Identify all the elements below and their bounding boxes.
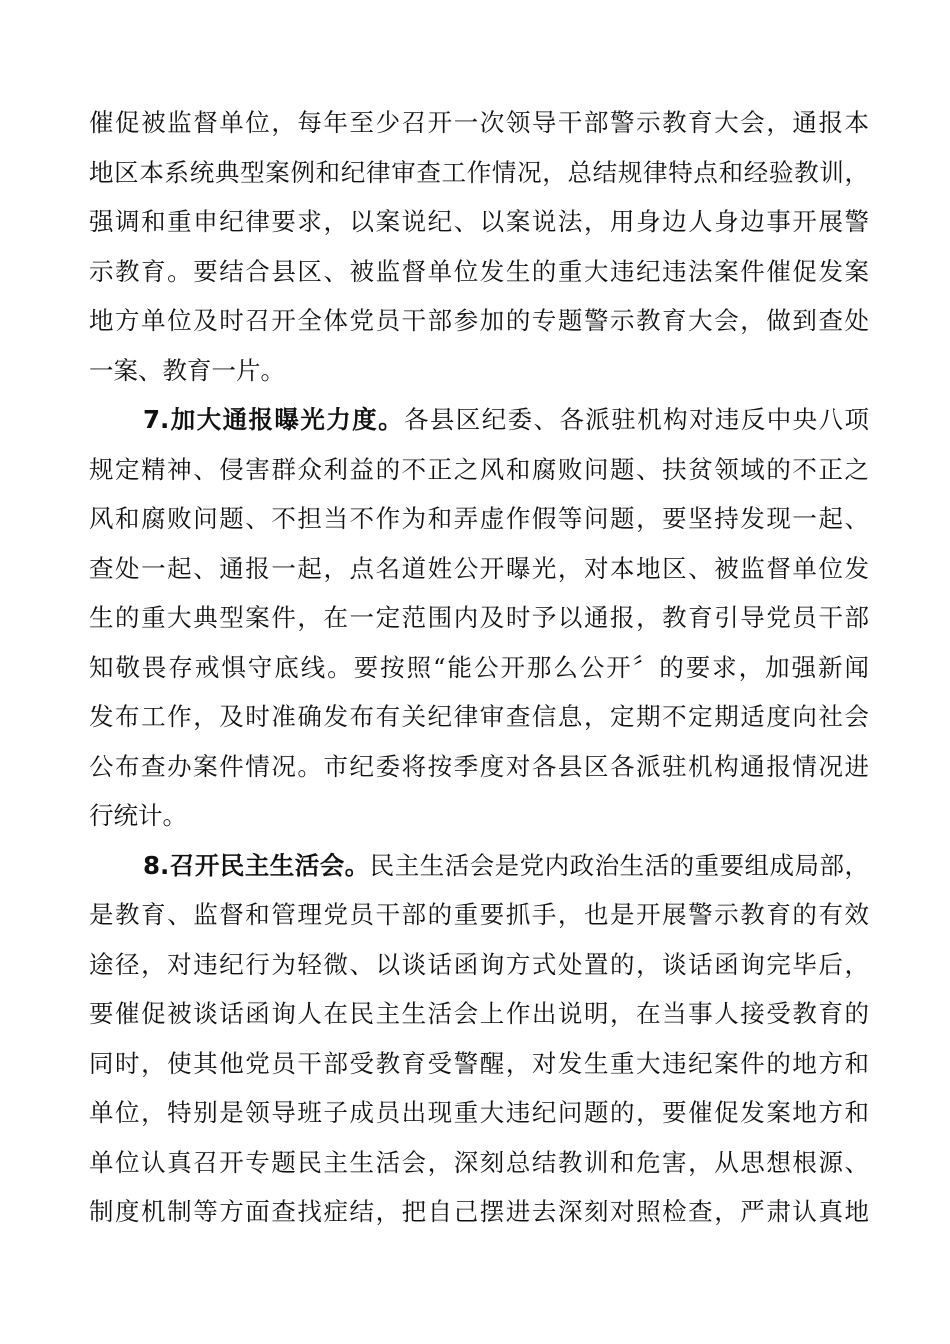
text-span: 民主生活会是党内政治生活的重要组成局部， <box>369 850 870 880</box>
text-line: 示教育。要结合县区、被监督单位发生的重大违纪违法案件催促发案 <box>89 256 869 286</box>
text-line: 生的重大典型案件，在一定范围内及时予以通报，教育引导党员干部 <box>89 603 869 632</box>
text-line: 一案、教育一片。 <box>89 355 285 385</box>
text-line: 强调和重申纪律要求，以案说纪、以案说法，用身边人身边事开展警 <box>89 207 869 236</box>
text-line: 公布查办案件情况。市纪委将按季度对各县区各派驻机构通报情况进 <box>89 751 869 781</box>
text-line: 发布工作，及时准确发布有关纪律审查信息，定期不定期适度向社会 <box>89 702 869 731</box>
text-line: 地区本系统典型案例和纪律审查工作情况，总结规律特点和经验教训， <box>89 157 869 187</box>
text-line: 知敬畏存戒惧守底线。要按照“能公开那么公开〞的要求，加强新闻 <box>89 652 869 682</box>
text-span: 各县区纪委、各派驻机构对违反中央八项 <box>403 405 869 434</box>
text-line: 制度机制等方面查找症结，把自己摆进去深刻对照检查，严肃认真地 <box>89 1197 869 1226</box>
document-body <box>89 98 869 1237</box>
text-line: 风和腐败问题、不担当不作为和弄虚作假等问题，要坚持发现一起、 <box>89 504 869 533</box>
text-line: 是教育、监督和管理党员干部的重要抓手，也是开展警示教育的有效 <box>89 900 869 929</box>
text-line: 要催促被谈话函询人在民主生活会上作出说明，在当事人接受教育的 <box>89 999 869 1028</box>
text-line: 行统计。 <box>89 801 187 830</box>
paragraph-first-line <box>89 841 869 891</box>
text-line: 单位认真召开专题民主生活会，深刻总结教训和危害，从思想根源、 <box>89 1147 869 1177</box>
section-heading-8: 8.召开民主生活会。 <box>143 850 370 880</box>
text-line: 同时，使其他党员干部受教育受警醒，对发生重大违纪案件的地方和 <box>89 1048 869 1078</box>
section-heading-7: 7.加大通报曝光力度。 <box>143 405 404 434</box>
text-line: 途径，对违纪行为轻微、以谈话函询方式处置的，谈话函询完毕后， <box>89 949 869 979</box>
text-line: 规定精神、侵害群众利益的不正之风和腐败问题、扶贫领域的不正之 <box>89 454 869 484</box>
text-line: 单位，特别是领导班子成员出现重大违纪问题的，要催促发案地方和 <box>89 1098 869 1127</box>
text-line: 查处一起、通报一起，点名道姓公开曝光，对本地区、被监督单位发 <box>89 553 869 583</box>
text-line: 催促被监督单位，每年至少召开一次领导干部警示教育大会，通报本 <box>89 108 869 137</box>
paragraph-first-line <box>89 395 869 445</box>
text-line: 地方单位及时召开全体党员干部参加的专题警示教育大会，做到查处 <box>89 306 869 335</box>
